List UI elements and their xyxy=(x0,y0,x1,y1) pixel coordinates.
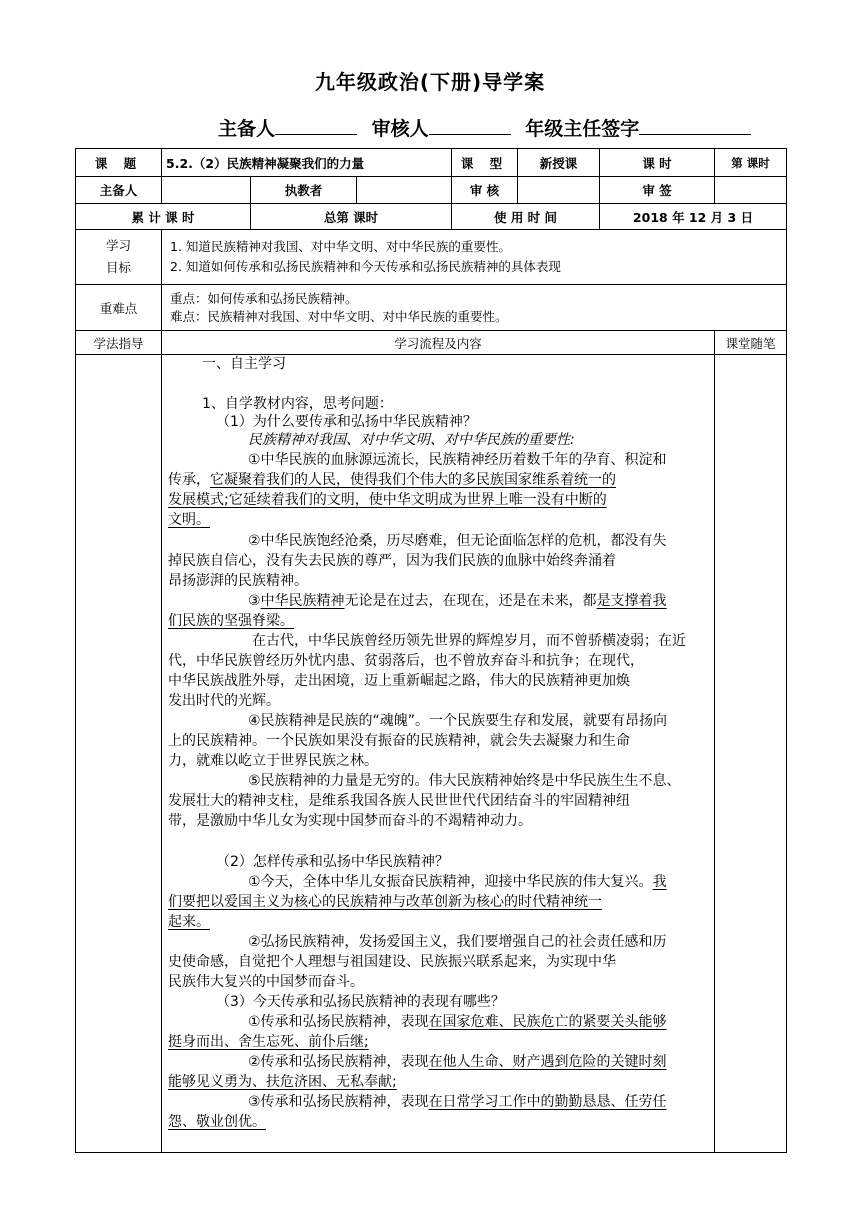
paragraph-line: 民族伟大复兴的中国梦而奋斗。 xyxy=(168,974,364,990)
teacher-label: 执教者 xyxy=(251,177,357,204)
paragraph-line: 们民族的坚强脊梁。 xyxy=(168,613,294,629)
paragraph-line: 发出时代的光辉。 xyxy=(168,693,280,709)
period-label: 课 时 xyxy=(600,149,715,177)
keypoints-content xyxy=(162,285,787,331)
task-text: 1、自学教材内容，思考问题： xyxy=(202,396,393,412)
paragraph-line: ②中华民族饱经沧桑，历尽磨难，但无论面临怎样的危机，都没有失 xyxy=(248,533,667,549)
paragraph-line: ②传承和弘扬民族精神，表现在他人生命、财产遇到危险的关键时刻 xyxy=(248,1054,667,1070)
paragraph-line: 史使命感，自觉把个人理想与祖国建设、民族振兴联系起来，为实现中华 xyxy=(168,954,616,970)
paragraph-line: 怨、敬业创优。 xyxy=(168,1114,266,1130)
paragraph-line: 在古代，中华民族曾经历领先世界的辉煌岁月，而不曾骄横凌弱；在近 xyxy=(252,633,686,649)
grade-head-blank[interactable] xyxy=(639,116,751,135)
paragraph-line: ③中华民族精神无论是在过去，在现在，还是在未来，都是支撑着我 xyxy=(248,593,667,609)
planner-cell-label: 主备人 xyxy=(76,177,162,204)
paragraph-line: 发展模式;它延续着我们的文明，使中华文明成为世界上唯一没有中断的 xyxy=(168,492,607,508)
type-label: 课 型 xyxy=(452,149,518,177)
paragraph-line: ②弘扬民族精神，发扬爱国主义，我们要增强自己的社会责任感和历 xyxy=(248,934,667,950)
reviewer-blank[interactable] xyxy=(429,116,511,135)
paragraph-line: 昂扬澎湃的民族精神。 xyxy=(168,573,308,589)
question-1: （1）为什么要传承和弘扬中华民族精神？ xyxy=(216,414,477,430)
lesson-plan-table xyxy=(75,148,786,1151)
paragraph-line: 传承，它凝聚着我们的人民，使得我们个伟大的多民族国家维系着统一的 xyxy=(168,472,616,488)
notes-column[interactable] xyxy=(715,355,787,1153)
paragraph-line: 挺身而出、舍生忘死、前仆后继; xyxy=(168,1034,369,1050)
paragraph-line: 带，是激励中华儿女为实现中国梦而奋斗的不竭精神动力。 xyxy=(168,813,532,829)
review-value[interactable] xyxy=(518,177,600,204)
paragraph-line: 文明。 xyxy=(168,512,210,528)
question-3: （3）今天传承和弘扬民族精神的表现有哪些？ xyxy=(216,994,505,1010)
keypoints-label: 重难点 xyxy=(76,285,162,331)
planner-blank[interactable] xyxy=(275,116,357,135)
paragraph-line: ①传承和弘扬民族精神，表现在国家危难、民族危亡的紧要关头能够 xyxy=(248,1014,667,1030)
planner-cell-value[interactable] xyxy=(162,177,251,204)
paragraph-line: 起来。 xyxy=(168,914,210,930)
teacher-value[interactable] xyxy=(357,177,452,204)
notes-header: 课堂随笔 xyxy=(715,331,787,355)
question-1-subtitle: 民族精神对我国、对中华文明、对中华民族的重要性: xyxy=(248,432,575,448)
section-heading: 一、自主学习 xyxy=(202,356,286,372)
paragraph-line: ①中华民族的血脉源远流长，民族精神经历着数千年的孕育、积淀和 xyxy=(248,452,667,468)
date-value: 2018 年 12 月 3 日 xyxy=(600,204,787,230)
question-2: （2）怎样传承和弘扬中华民族精神？ xyxy=(216,854,449,870)
paragraph-line: 中华民族战胜外辱，走出困境，迈上重新崛起之路，伟大的民族精神更加焕 xyxy=(168,673,630,689)
grade-head-label: 年级主任签字 xyxy=(525,118,640,140)
paragraph-line: 们要把以爱国主义为核心的民族精神与改革创新为核心的时代精神统一 xyxy=(168,894,602,910)
signature-line xyxy=(218,114,751,141)
topic-value: 5.2.（2）民族精神凝聚我们的力量 xyxy=(162,149,452,177)
planner-label: 主备人 xyxy=(218,118,276,140)
paragraph-line: 力，就难以屹立于世界民族之林。 xyxy=(168,753,378,769)
date-label: 使 用 时 间 xyxy=(452,204,600,230)
paragraph-line: 掉民族自信心，没有失去民族的尊严，因为我们民族的血脉中始终奔涌着 xyxy=(168,553,616,569)
goals-content xyxy=(162,230,787,285)
process-header: 学习流程及内容 xyxy=(162,331,715,355)
paragraph-line: 上的民族精神。一个民族如果没有振奋的民族精神，就会失去凝聚力和生命 xyxy=(168,733,630,749)
sign-label: 审 签 xyxy=(600,177,715,204)
paragraph-line: ①今天，全体中华儿女振奋民族精神，迎接中华民族的伟大复兴。我 xyxy=(248,874,667,890)
goal-item: 1. 知道民族精神对我国、对中华文明、对中华民族的重要性。 xyxy=(170,239,511,254)
review-label: 审 核 xyxy=(452,177,518,204)
type-value: 新授课 xyxy=(518,149,600,177)
process-content xyxy=(162,355,715,1153)
sign-value[interactable] xyxy=(715,177,787,204)
goal-item: 2. 知道如何传承和弘扬民族精神和今天传承和弘扬民族精神的具体表现 xyxy=(170,259,561,274)
reviewer-label: 审核人 xyxy=(371,118,429,140)
period-value: 第 课时 xyxy=(715,149,787,177)
paragraph-line: 发展壮大的精神支柱，是维系我国各族人民世世代代团结奋斗的牢固精神纽 xyxy=(168,793,630,809)
method-column xyxy=(76,355,162,1153)
paragraph-line: ③传承和弘扬民族精神，表现在日常学习工作中的勤勤恳恳、任劳任 xyxy=(248,1094,667,1110)
difficult-point: 难点：民族精神对我国、对中华文明、对中华民族的重要性。 xyxy=(170,308,508,324)
total-periods-value: 总第 课时 xyxy=(251,204,452,230)
paragraph-line: ⑤民族精神的力量是无穷的。伟大民族精神始终是中华民族生生不息、 xyxy=(248,773,681,789)
paragraph-line: 能够见义勇为、扶危济困、无私奉献; xyxy=(168,1074,397,1090)
key-point: 重点：如何传承和弘扬民族精神。 xyxy=(170,290,358,306)
topic-label: 课 题 xyxy=(76,149,162,177)
page-title: 九年级政治(下册)导学案 xyxy=(314,70,546,94)
paragraph-line: 代，中华民族曾经历外忧内患、贫弱落后，也不曾放弃奋斗和抗争；在现代， xyxy=(168,653,644,669)
goals-label: 学习 目标 xyxy=(76,230,162,285)
method-header: 学法指导 xyxy=(76,331,162,355)
paragraph-line: ④民族精神是民族的“魂魄”。一个民族要生存和发展，就要有昂扬向 xyxy=(248,713,668,729)
total-periods-label: 累 计 课 时 xyxy=(76,204,251,230)
